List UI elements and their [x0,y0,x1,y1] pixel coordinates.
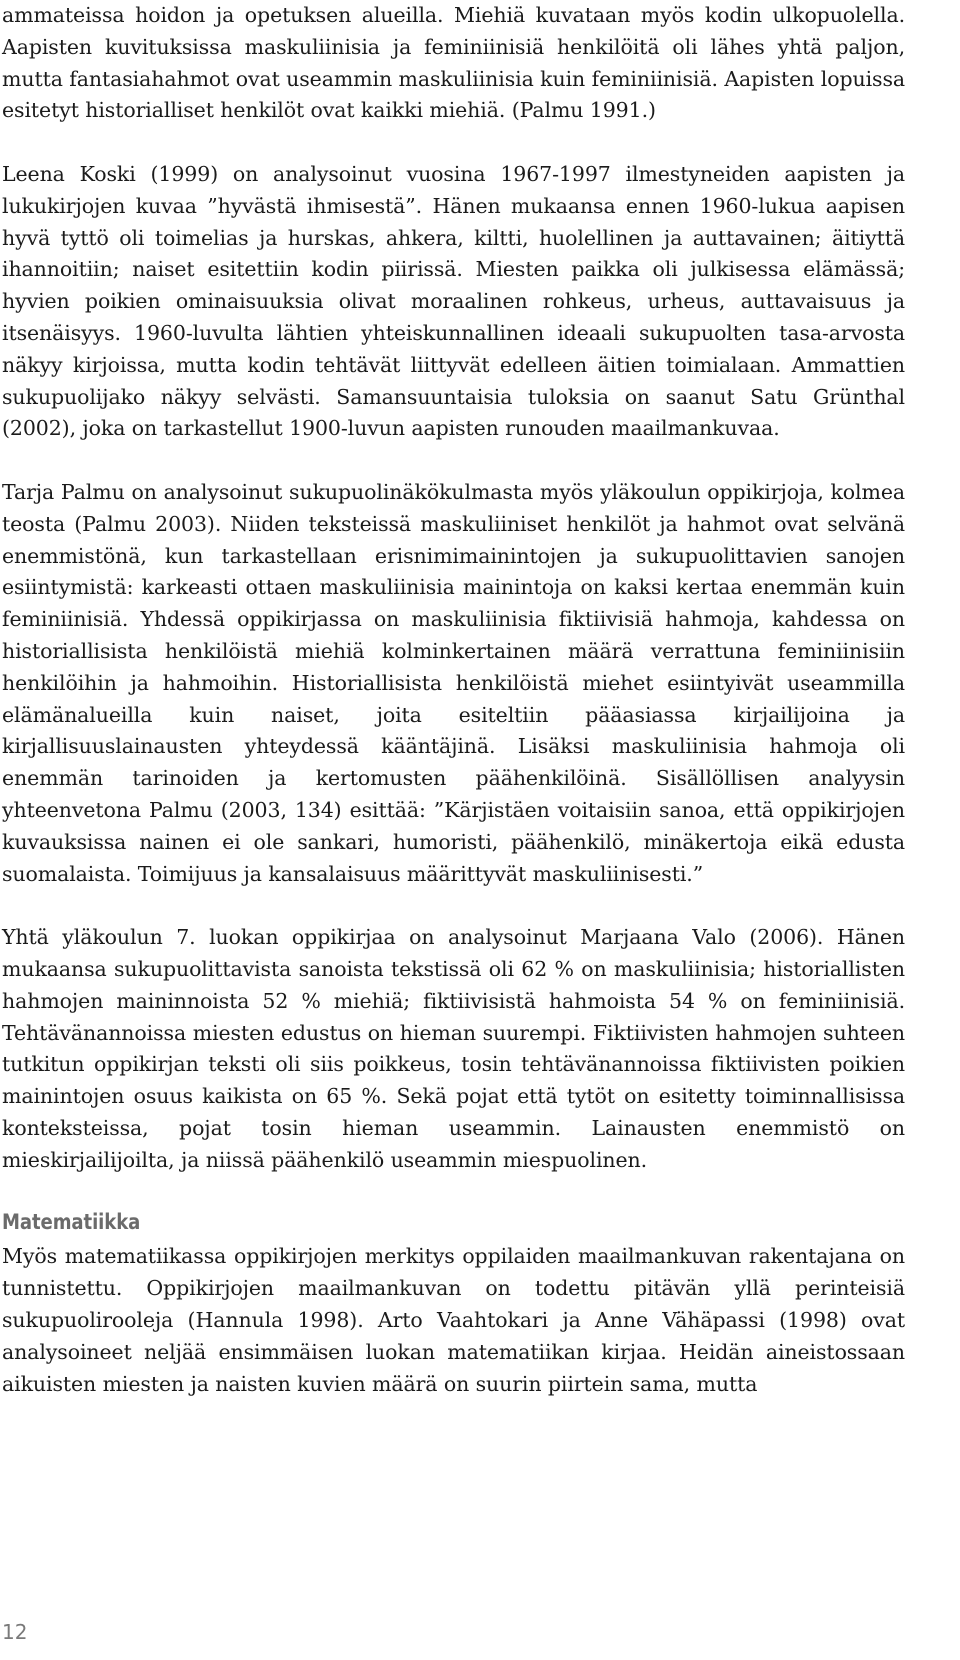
page-body [2,0,905,1400]
page-number: 12 [2,1620,28,1644]
paragraph-tarja-palmu: Tarja Palmu on analysoinut sukupuolinäkökulmasta myös yläkoulun oppikirjoja, kolmea teosta (Palmu 2003). Niiden teksteissä maskuliiniset henkilöt ja hahmot ovat selvänä enemmistönä, kun tarkastellaan erisnimimainintojen ja sukupuolittavien sanojen esiintymistä: karkeasti ottaen maskuliinisia mainintoja on kaksi kertaa enemmän kuin feminiinisiä. Yhdessä oppikirjassa on maskuliinisia fiktiivisiä hahmoja, kahdessa on historiallisista henkilöistä miehiä kolminkertainen määrä verrattuna feminiinisiin henkilöihin ja hahmoihin. Historiallisista henkilöistä miehet esiintyivät useammilla elämänalueilla kuin naiset, joita esiteltiin pääasiassa kirjailijoina ja kirjallisuuslainausten yhteydessä kääntäjinä. Lisäksi maskuliinisia hahmoja oli enemmän tarinoiden ja kertomusten päähenkilöinä. Sisällöllisen analyysin yhteenvetona Palmu (2003, 134) esittää: ”Kärjistäen voitaisiin sanoa, että oppikirjojen kuvauksissa nainen ei ole sankari, humoristi, päähenkilö, minäkertoja eikä edusta suomalaista. Toimijuus ja kansalaisuus määrittyvät maskuliinisesti.” [2,479,905,886]
paragraph-leena-koski: Leena Koski (1999) on analysoinut vuosina 1967-1997 ilmestyneiden aapisten ja lukukirjojen kuvaa ”hyvästä ihmisestä”. Hänen mukaansa ennen 1960-lukua aapisen hyvä tyttö oli toimelias ja hurskas, ahkera, kiltti, huolellinen ja auttavainen; äitiyttä ihannoitiin; naiset esitettiin kodin piirissä. Miesten paikka oli julkisessa elämässä; hyvien poikien ominaisuuksia olivat moraalinen rohkeus, urheus, auttavaisuus ja itsenäisyys. 1960-luvulta lähtien yhteiskunnallinen ideaali sukupuolten tasa-arvosta näkyy kirjoissa, mutta kodin tehtävät liittyvät edelleen äitien toimialaan. Ammattien sukupuolijako näkyy selvästi. Samansuuntaisia tuloksia on saanut Satu Grünthal (2002), joka on tarkastellut 1900-luvun aapisten runouden maailmankuvaa. [2,161,905,441]
paragraph-matematiikka: Myös matematiikassa oppikirjojen merkitys oppilaiden maailmankuvan rakentajana on tunnistettu. Oppikirjojen maailmankuvan on todettu pitävän yllä perinteisiä sukupuolirooleja (Hannula 1998). Arto Vaahtokari ja Anne Vähäpassi (1998) ovat analysoineet neljää ensimmäisen luokan matematiikan kirjaa. Heidän aineistossaan aikuisten miesten ja naisten kuvien määrä on suurin piirtein sama, mutta [2,1244,905,1396]
paragraph-marjaana-valo: Yhtä yläkoulun 7. luokan oppikirjaa on analysoinut Marjaana Valo (2006). Hänen mukaansa sukupuolittavista sanoista tekstissä oli 62 % on maskuliinisia; historiallisten hahmojen maininnoista 52 % miehiä; fiktiivisistä hahmoista 54 % on feminiinisiä. Tehtävänannoissa miesten edustus on hieman suurempi. Fiktiivisten hahmojen suhteen tutkitun oppikirjan teksti oli siis poikkeus, tosin tehtävänannoissa fiktiivisten poikien mainintojen osuus kaikista on 65 %. Sekä pojat että tytöt on esitetty toiminnallisissa konteksteissa, pojat tosin hieman useammin. Lainausten enemmistö on mieskirjailijoilta, ja niissä päähenkilö useammin miespuolinen. [2,925,905,1172]
paragraph-aapisten-kuvitus: ammateissa hoidon ja opetuksen alueilla. Miehiä kuvataan myös kodin ulkopuolella. Aapisten kuvituksissa maskuliinisia ja feminiinisiä henkilöitä oli lähes yhtä paljon, mutta fantasiahahmot ovat useammin maskuliinisia kuin feminiinisiä. Aapisten lopuissa esitetyt historialliset henkilöt ovat kaikki miehiä. (Palmu 1991.) [2,3,905,123]
section-heading-matematiikka: Matematiikka [2,1210,141,1235]
